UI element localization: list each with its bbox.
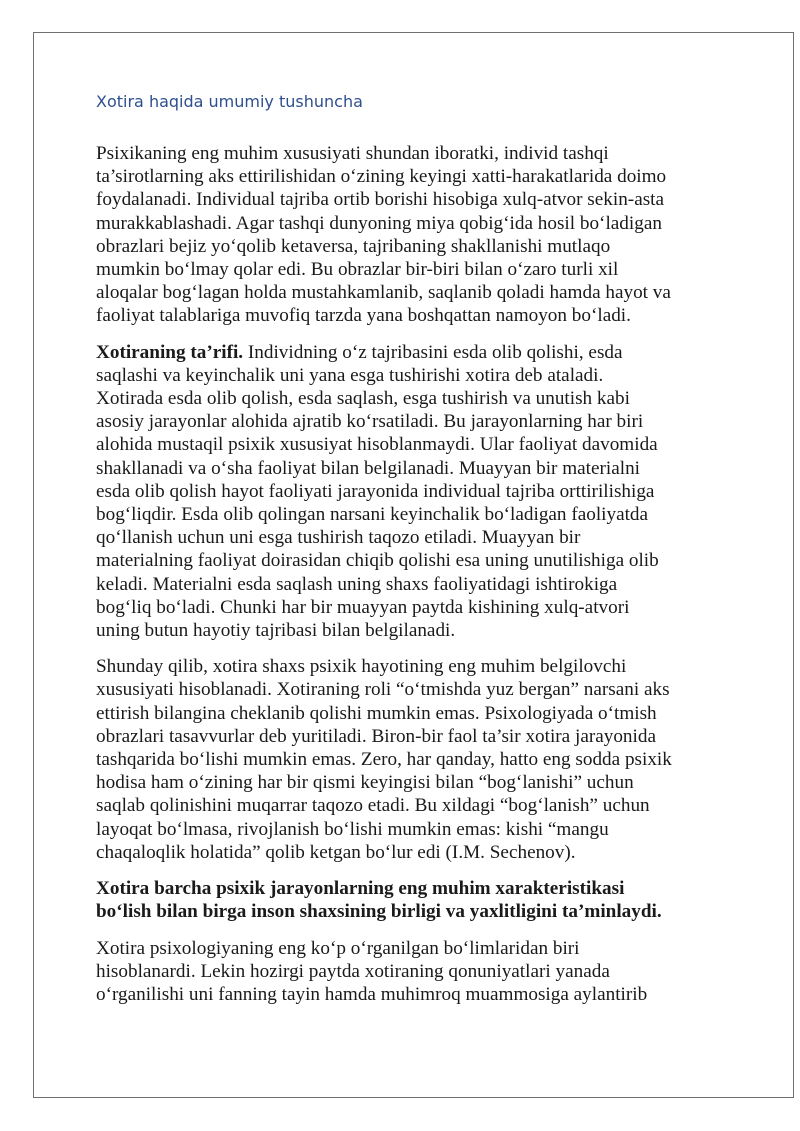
paragraph-5 bbox=[96, 937, 716, 1007]
text-line: saqlashi va keyinchalik uni yana esga tushirishi xotira deb ataladi. bbox=[96, 364, 604, 386]
text-line: keladi. Materialni esda saqlash uning shaxs faoliyatidagi ishtirokiga bbox=[96, 573, 618, 595]
text-line: esda olib qolish hayot faoliyati jarayonida individual tajriba orttirilishiga bbox=[96, 480, 655, 502]
text-line: hodisa ham o‘zining har bir qismi keyingisi bilan “bog‘lanishi” uchun bbox=[96, 772, 634, 794]
document-body bbox=[96, 142, 716, 1019]
text-line: ta’sirotlarning aks ettirilishidan o‘zining keyingi xatti-harakatlarida doimo bbox=[96, 166, 667, 188]
document-heading: Xotira haqida umumiy tushuncha bbox=[96, 92, 363, 111]
text-line: tashqarida bo‘lishi mumkin emas. Zero, har qanday, hatto eng sodda psixik bbox=[96, 749, 672, 771]
text-line: Shunday qilib, xotira shaxs psixik hayotining eng muhim belgilovchi bbox=[96, 656, 627, 678]
text-line: Psixikaning eng muhim xususiyati shundan iboratki, individ tashqi bbox=[96, 143, 609, 164]
text-fragment: Individning o‘z tajribasini esda olib qolishi, esda bbox=[243, 341, 623, 363]
text-line: Xotira barcha psixik jarayonlarning eng muhim xarakteristikasi bbox=[96, 878, 625, 900]
text-line: bog‘liq bo‘ladi. Chunki har bir muayyan paytda kishining xulq-atvori bbox=[96, 596, 630, 618]
text-line: layoqat bo‘lmasa, rivojlanish bo‘lishi mumkin emas: kishi “mangu bbox=[96, 818, 609, 840]
text-line: faoliyat talablariga muvofiq tarzda yana boshqattan namoyon bo‘ladi. bbox=[96, 305, 631, 327]
text-line: alohida mustaqil psixik xususiyat hisoblanmaydi. Ular faoliyat davomida bbox=[96, 434, 658, 456]
paragraph-lead-term: Xotiraning ta’rifi. bbox=[96, 341, 244, 363]
text-line: murakkablashadi. Agar tashqi dunyoning miya qobig‘ida hosil bo‘ladigan bbox=[96, 212, 662, 234]
text-line: ettirish bilangina cheklanib qolishi mumkin emas. Psixologiyada o‘tmish bbox=[96, 702, 657, 724]
text-line: materialning faoliyat doirasidan chiqib qolishi esa uning unutilishiga olib bbox=[96, 550, 659, 572]
text-line: chaqaloqlik holatida” qolib ketgan bo‘lur edi (I.M. Sechenov). bbox=[96, 841, 576, 863]
text-line: shakllanadi va o‘sha faoliyat bilan belgilanadi. Muayyan bir materialni bbox=[96, 457, 641, 479]
paragraph-3 bbox=[96, 655, 716, 864]
text-line: hisoblanardi. Lekin hozirgi paytda xotiraning qonuniyatlari yanada bbox=[96, 960, 610, 982]
paragraph-4-emphasis bbox=[96, 877, 716, 923]
text-line: foydalanadi. Individual tajriba ortib borishi hisobiga xulq-atvor sekin-asta bbox=[96, 189, 665, 211]
text-line: qo‘llanish uchun uni esga tushirish taqozo etiladi. Muayyan bir bbox=[96, 527, 581, 549]
text-line: o‘rganilishi uni fanning tayin hamda muhimroq muammosiga aylantirib bbox=[96, 983, 648, 1005]
text-line: bog‘liqdir. Esda olib qolingan narsani keyinchalik bo‘ladigan faoliyatda bbox=[96, 504, 649, 526]
text-line: aloqalar bog‘lagan holda mustahkamlanib, saqlanib qoladi hamda hayot va bbox=[96, 282, 671, 304]
text-line: asosiy jarayonlar alohida ajratib ko‘rsatiladi. Bu jarayonlarning har biri bbox=[96, 411, 644, 433]
paragraph-2 bbox=[96, 341, 716, 643]
text-line: mumkin bo‘lmay qolar edi. Bu obrazlar bir-biri bilan o‘zaro turli xil bbox=[96, 259, 619, 281]
text-line: xususiyati hisoblanadi. Xotiraning roli “o‘tmishda yuz bergan” narsani aks bbox=[96, 679, 670, 701]
paragraph-1 bbox=[96, 142, 716, 328]
text-line: Xotira psixologiyaning eng ko‘p o‘rganilgan bo‘limlaridan biri bbox=[96, 937, 580, 959]
text-line: bo‘lish bilan birga inson shaxsining birligi va yaxlitligini ta’minlaydi. bbox=[96, 901, 662, 923]
text-line: uning butun hayotiy tajribasi bilan belgilanadi. bbox=[96, 620, 456, 642]
text-line: obrazlari bejiz yo‘qolib ketaversa, tajribaning shakllanishi mutlaqo bbox=[96, 235, 611, 257]
text-line: saqlab qolinishini muqarrar taqozo etadi. Bu xildagi “bog‘lanish” uchun bbox=[96, 795, 650, 817]
text-line bbox=[96, 341, 716, 364]
text-line: Xotirada esda olib qolish, esda saqlash, esga tushirish va unutish kabi bbox=[96, 388, 630, 410]
text-line: obrazlari tasavvurlar deb yuritiladi. Biron-bir faol ta’sir xotira jarayonida bbox=[96, 725, 656, 747]
